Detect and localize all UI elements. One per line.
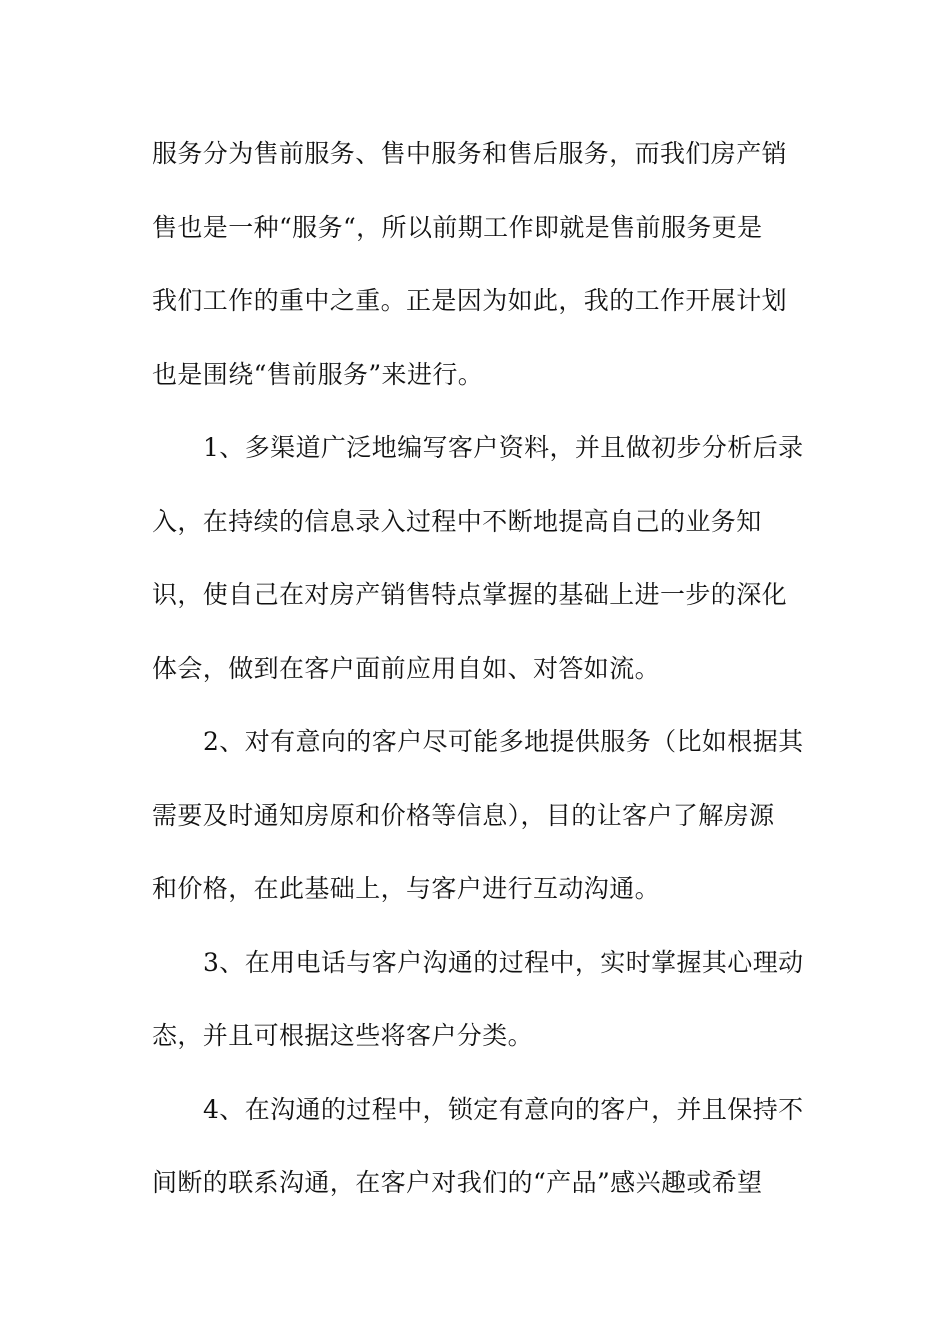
paragraph-3-first-line: 3、在用电话与客户沟通的过程中，实时掌握其心理动 — [203, 947, 804, 977]
text-line: 体会，做到在客户面前应用自如、对答如流。 — [152, 653, 661, 683]
text-line: 服务分为售前服务、售中服务和售后服务，而我们房产销 — [152, 139, 788, 168]
text-line: 入，在持续的信息录入过程中不断地提高自己的业务知 — [152, 506, 762, 536]
paragraph-2-first-line: 2、对有意向的客户尽可能多地提供服务（比如根据其 — [203, 727, 804, 756]
text-line: 我们工作的重中之重。正是因为如此，我的工作开展计划 — [152, 286, 788, 315]
paragraph-1-first-line: 1、多渠道广泛地编写客户资料，并且做初步分析后录 — [203, 433, 804, 462]
text-line: 态，并且可根据这些将客户分类。 — [152, 1021, 534, 1050]
paragraph-4-first-line: 4、在沟通的过程中，锁定有意向的客户，并且保持不 — [203, 1094, 804, 1124]
text-line: 和价格，在此基础上，与客户进行互动沟通。 — [152, 874, 661, 903]
text-line: 识，使自己在对房产销售特点掌握的基础上进一步的深化 — [152, 580, 788, 609]
text-line: 需要及时通知房原和价格等信息），目的让客户了解房源 — [152, 800, 775, 830]
text-line: 间断的联系沟通，在客户对我们的“产品”感兴趣或希望 — [152, 1168, 763, 1197]
body-text — [152, 124, 804, 1227]
text-line: 也是围绕“售前服务”来进行。 — [152, 359, 484, 389]
text-line: 售也是一种“服务“，所以前期工作即就是售前服务更是 — [152, 212, 763, 242]
